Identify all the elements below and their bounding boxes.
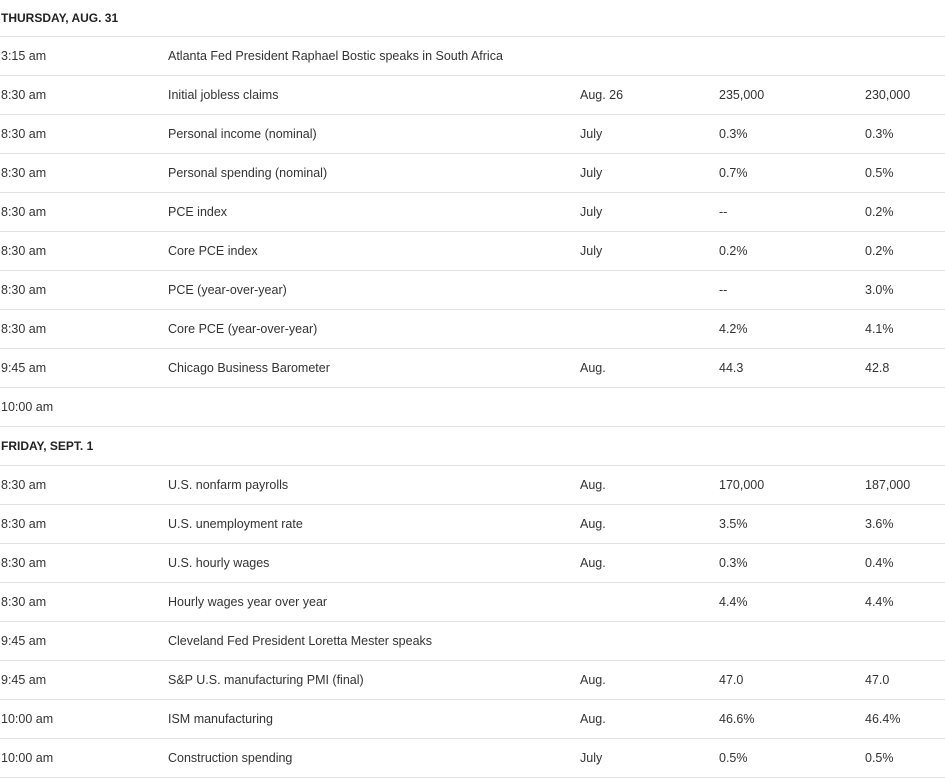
event-name: Core PCE (year-over-year) (168, 322, 318, 336)
event-forecast: 187,000 (865, 478, 911, 492)
event-actual: 44.3 (719, 361, 744, 375)
event-name: Core PCE index (168, 244, 258, 258)
event-forecast: 0.5% (865, 166, 894, 180)
event-period: July (580, 751, 603, 765)
table-row (0, 739, 945, 778)
event-forecast: 4.4% (865, 595, 894, 609)
day-label: FRIDAY, SEPT. 1 (1, 439, 94, 453)
event-period: Aug. (580, 517, 606, 531)
table-row (0, 271, 945, 310)
event-forecast: 3.0% (865, 283, 894, 297)
table-row (0, 193, 945, 232)
event-actual: 0.3% (719, 556, 748, 570)
event-actual: 4.2% (719, 322, 748, 336)
event-period: July (580, 244, 603, 258)
table-row (0, 154, 945, 193)
event-time: 9:45 am (1, 673, 47, 687)
event-actual: -- (719, 283, 728, 297)
event-name: U.S. unemployment rate (168, 517, 303, 531)
event-name: Chicago Business Barometer (168, 361, 330, 375)
event-actual: -- (719, 205, 728, 219)
event-name: U.S. nonfarm payrolls (168, 478, 289, 492)
event-forecast: 47.0 (865, 673, 890, 687)
event-forecast: 230,000 (865, 88, 911, 102)
event-actual: 0.3% (719, 127, 748, 141)
event-period: Aug. (580, 361, 606, 375)
event-time: 8:30 am (1, 556, 47, 570)
event-forecast: 42.8 (865, 361, 890, 375)
event-name: PCE index (168, 205, 228, 219)
event-forecast: 0.5% (865, 751, 894, 765)
event-time: 8:30 am (1, 166, 47, 180)
event-name: Personal income (nominal) (168, 127, 317, 141)
table-row (0, 544, 945, 583)
event-time: 10:00 am (1, 400, 54, 414)
table-row (0, 466, 945, 505)
table-row (0, 37, 945, 76)
event-time: 8:30 am (1, 205, 47, 219)
event-forecast: 0.3% (865, 127, 894, 141)
event-time: 10:00 am (1, 712, 54, 726)
event-forecast: 3.6% (865, 517, 894, 531)
event-period: Aug. (580, 478, 606, 492)
event-period: Aug. 26 (580, 88, 624, 102)
event-name: Construction spending (168, 751, 293, 765)
table-row (0, 505, 945, 544)
table-row (0, 700, 945, 739)
event-forecast: 4.1% (865, 322, 894, 336)
event-time: 10:00 am (1, 751, 54, 765)
table-row (0, 232, 945, 271)
table-row (0, 76, 945, 115)
event-forecast: 0.2% (865, 205, 894, 219)
event-time: 8:30 am (1, 595, 47, 609)
event-actual: 235,000 (719, 88, 765, 102)
event-name: Cleveland Fed President Loretta Mester speaks (168, 634, 433, 648)
event-time: 8:30 am (1, 478, 47, 492)
event-actual: 0.5% (719, 751, 748, 765)
event-time: 8:30 am (1, 283, 47, 297)
event-actual: 0.2% (719, 244, 748, 258)
event-period: July (580, 205, 603, 219)
event-time: 8:30 am (1, 127, 47, 141)
event-time: 9:45 am (1, 634, 47, 648)
event-name: U.S. hourly wages (168, 556, 270, 570)
event-time: 8:30 am (1, 322, 47, 336)
event-name: PCE (year-over-year) (168, 283, 287, 297)
event-time: 8:30 am (1, 88, 47, 102)
event-name: Atlanta Fed President Raphael Bostic speaks in South Africa (168, 49, 503, 63)
event-name: S&P U.S. manufacturing PMI (final) (168, 673, 364, 687)
table-row (0, 388, 945, 427)
day-header-row (0, 0, 945, 37)
day-label: THURSDAY, AUG. 31 (1, 11, 119, 25)
table-row (0, 310, 945, 349)
event-forecast: 46.4% (865, 712, 901, 726)
event-name: ISM manufacturing (168, 712, 273, 726)
event-actual: 3.5% (719, 517, 748, 531)
event-name: Personal spending (nominal) (168, 166, 328, 180)
event-period: Aug. (580, 712, 606, 726)
day-header-row (0, 427, 945, 466)
event-period: Aug. (580, 673, 606, 687)
table-row (0, 622, 945, 661)
event-time: 9:45 am (1, 361, 47, 375)
event-forecast: 0.2% (865, 244, 894, 258)
event-name: Initial jobless claims (168, 88, 279, 102)
event-period: Aug. (580, 556, 606, 570)
event-period: July (580, 166, 603, 180)
event-actual: 4.4% (719, 595, 748, 609)
table-row (0, 349, 945, 388)
event-actual: 170,000 (719, 478, 765, 492)
event-period: July (580, 127, 603, 141)
table-row (0, 583, 945, 622)
event-time: 8:30 am (1, 517, 47, 531)
event-actual: 46.6% (719, 712, 755, 726)
event-time: 3:15 am (1, 49, 47, 63)
table-row (0, 115, 945, 154)
event-time: 8:30 am (1, 244, 47, 258)
event-forecast: 0.4% (865, 556, 894, 570)
event-actual: 47.0 (719, 673, 744, 687)
table-row (0, 661, 945, 700)
event-actual: 0.7% (719, 166, 748, 180)
event-name: Hourly wages year over year (168, 595, 328, 609)
